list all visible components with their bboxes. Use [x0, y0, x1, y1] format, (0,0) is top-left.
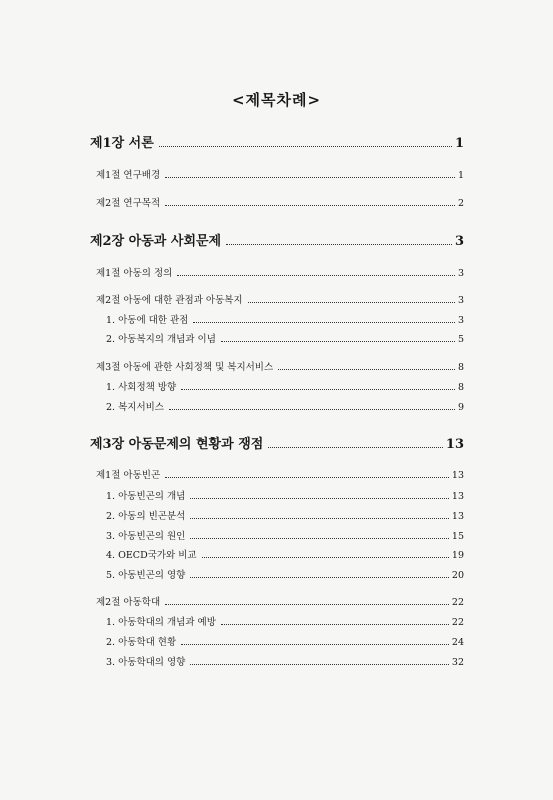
- toc-page-number: 3: [457, 268, 464, 279]
- dot-leader: [190, 577, 449, 578]
- toc-entry-label: 1. 아동학대의 개념과 예방: [106, 617, 216, 628]
- toc-subsection[interactable]: [0, 563, 553, 581]
- toc-page-number: 2: [457, 198, 464, 209]
- toc-chapter[interactable]: [0, 434, 553, 452]
- toc-subsection[interactable]: [0, 395, 553, 413]
- toc-entry-label: 제3장 아동문제의 현황과 쟁점: [90, 437, 264, 452]
- toc-page-number: 3: [457, 315, 464, 326]
- toc-chapter[interactable]: [0, 133, 553, 151]
- dot-leader: [248, 302, 455, 303]
- toc-page-number: 13: [451, 511, 464, 522]
- dot-leader: [268, 447, 443, 448]
- toc-subsection[interactable]: [0, 524, 553, 542]
- toc-subsection[interactable]: [0, 610, 553, 628]
- dot-leader: [169, 409, 455, 410]
- toc-entry-label: 제2장 아동과 사회문제: [90, 234, 222, 249]
- toc-chapter[interactable]: [0, 231, 553, 249]
- toc-page-number: 1: [457, 170, 464, 181]
- toc-page-number: 19: [451, 550, 464, 561]
- toc-entry-label: 4. OECD국가와 비교: [106, 550, 197, 561]
- dot-leader: [165, 177, 455, 178]
- toc-entry-label: 2. 아동의 빈곤분석: [106, 511, 186, 522]
- toc-subsection[interactable]: [0, 504, 553, 522]
- toc-page-number: 15: [451, 531, 464, 542]
- dot-leader: [221, 624, 449, 625]
- toc-section[interactable]: [0, 463, 553, 481]
- toc-section[interactable]: [0, 590, 553, 608]
- toc-entry-label: 제2절 아동학대: [96, 597, 161, 608]
- dot-leader: [159, 146, 452, 147]
- page-title: <제목차례>: [231, 91, 322, 109]
- toc-subsection[interactable]: [0, 375, 553, 393]
- toc-entry-label: 제2절 아동에 대한 관점과 아동복지: [96, 295, 243, 306]
- toc-entry-label: 2. 복지서비스: [106, 402, 164, 413]
- toc-page-number: 3: [457, 295, 464, 306]
- toc-entry-label: 3. 아동학대의 영향: [106, 657, 186, 668]
- toc-section[interactable]: [0, 288, 553, 306]
- dot-leader: [190, 518, 449, 519]
- toc-subsection[interactable]: [0, 484, 553, 502]
- dot-leader: [202, 557, 449, 558]
- toc-entry-label: 1. 사회정책 방향: [106, 382, 177, 393]
- toc-page-number: 5: [457, 334, 464, 345]
- toc-entry-label: 1. 아동에 대한 관점: [106, 315, 189, 326]
- toc-section[interactable]: [0, 261, 553, 279]
- toc-entry-label: 제1장 서론: [90, 136, 154, 151]
- toc-entry-label: 1. 아동빈곤의 개념: [106, 491, 186, 502]
- toc-page-number: 13: [451, 491, 464, 502]
- toc-page-number: 8: [457, 362, 464, 373]
- dot-leader: [165, 205, 455, 206]
- toc-entry-label: 2. 아동복지의 개념과 이념: [106, 334, 216, 345]
- toc-section[interactable]: [0, 355, 553, 373]
- toc-page-number: 32: [451, 657, 464, 668]
- dot-leader: [190, 538, 449, 539]
- dot-leader: [278, 369, 455, 370]
- dot-leader: [193, 322, 455, 323]
- toc-subsection[interactable]: [0, 650, 553, 668]
- toc-entry-label: 5. 아동빈곤의 영향: [106, 570, 186, 581]
- toc-entry-label: 제1절 아동빈곤: [96, 470, 161, 481]
- toc-subsection[interactable]: [0, 630, 553, 648]
- toc-entry-label: 제3절 아동에 관한 사회정책 및 복지서비스: [96, 362, 274, 373]
- toc-page-number: 13: [451, 470, 464, 481]
- toc-subsection[interactable]: [0, 327, 553, 345]
- toc-entry-label: 제1절 아동의 정의: [96, 268, 173, 279]
- toc-page-number: 9: [457, 402, 464, 413]
- dot-leader: [190, 498, 449, 499]
- toc-page-number: 22: [451, 617, 464, 628]
- toc-entry-label: 제1절 연구배경: [96, 170, 161, 181]
- toc-page-number: 1: [454, 136, 464, 151]
- toc-entry-label: 3. 아동빈곤의 원인: [106, 531, 186, 542]
- toc-entry-label: 제2절 연구목적: [96, 198, 161, 209]
- toc-page-number: 8: [457, 382, 464, 393]
- dot-leader: [165, 604, 449, 605]
- toc-page-number: 13: [445, 437, 464, 452]
- dot-leader: [181, 389, 455, 390]
- dot-leader: [221, 341, 455, 342]
- dot-leader: [177, 275, 455, 276]
- dot-leader: [165, 477, 449, 478]
- toc-page-number: 24: [451, 637, 464, 648]
- dot-leader: [226, 244, 452, 245]
- dot-leader: [190, 664, 449, 665]
- dot-leader: [181, 644, 449, 645]
- toc-subsection[interactable]: [0, 308, 553, 326]
- toc-page-number: 3: [454, 234, 464, 249]
- toc-page-number: 22: [451, 597, 464, 608]
- toc-page-number: 20: [451, 570, 464, 581]
- toc-section[interactable]: [0, 191, 553, 209]
- toc-subsection[interactable]: [0, 543, 553, 561]
- toc-section[interactable]: [0, 163, 553, 181]
- toc-entry-label: 2. 아동학대 현황: [106, 637, 177, 648]
